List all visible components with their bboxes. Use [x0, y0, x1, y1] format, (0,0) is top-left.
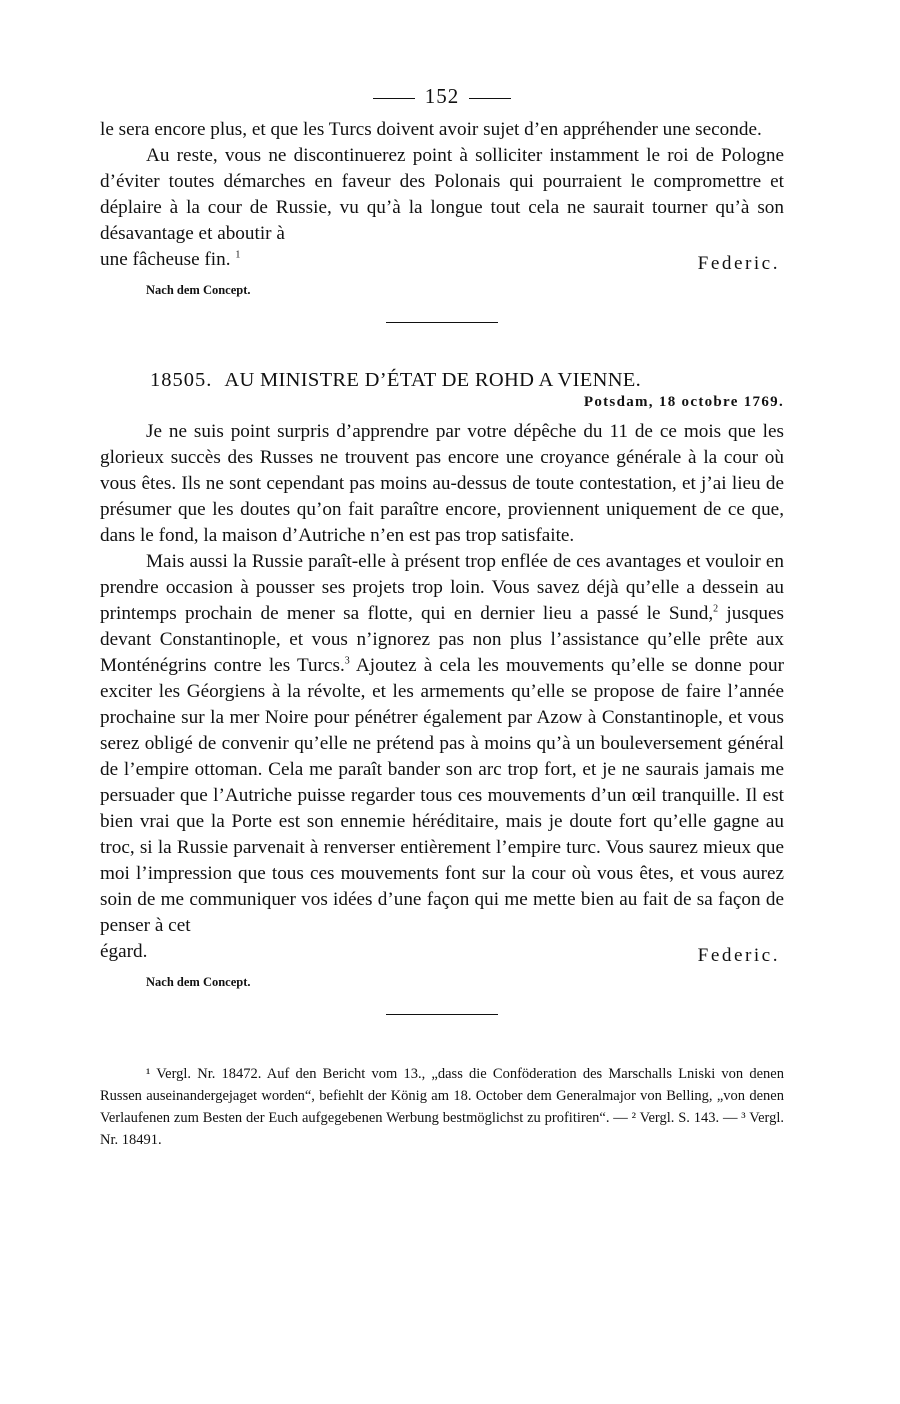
page-number: 152 [424, 84, 460, 108]
footnotes [100, 1063, 784, 1151]
page-number-line [100, 84, 784, 109]
letter-number: 18505. [150, 369, 213, 391]
letter-signature: Federic. [697, 945, 780, 966]
continuation-last-line [100, 247, 240, 273]
footnote-text: ¹ Vergl. Nr. 18472. Auf den Bericht vom 13., „dass die Conföderation des Marschalls Lniski von denen Russen auseinandergejaget worden“, befiehlt der König am 18. October dem Generalmajor von Belling, „von denen Verlaufenen zum Besten der Euch aufgegebenen Werbung bestmöglichst zu profitiren“. — ² Vergl. S. 143. — ³ Vergl. Nr. 18491. [100, 1066, 784, 1148]
footnote-ref-2: 2 [713, 603, 719, 615]
letter-paragraph-2-part-c: Ajoutez à cela les mouvements qu’elle se donne pour exciter les Géorgiens à la révolte, et les armements qu’elle se propose de faire l’année prochaine sur la mer Noire pour pénétrer également par Azow à Constantinople, et vous serez obligé de convenir qu’elle ne prétend pas à moins qu’à un bouleversement général de l’empire ottoman. Cela me paraît bander son arc trop fort, et je ne saurais jamais me persuader que l’Autriche puisse regarder tous ces mouvements d’un œil tranquille. Il est bien vrai que la Porte est son ennemie héréditaire, mais je doute fort qu’elle gagne au troc, si la Russie parvenait à renverser entièrement l’empire turc. Vous saurez mieux que moi l’impression que tous ces mouvements font sur la cour où vous êtes, et vous aurez soin de me communiquer vos idées d’une façon qui me mette bien au fait de sa façon de penser à cet [100, 655, 784, 936]
section-divider [386, 322, 498, 323]
source-note: Nach dem Concept. [146, 283, 251, 297]
signature: Federic. [697, 253, 780, 274]
continuation-paragraph-2: Au reste, vous ne discontinuerez point à solliciter instamment le roi de Pologne d’éviter toutes démarches en faveur des Polonais qui pourraient le compromettre et déplaire à la cour de Russie, vu qu’à la longue tout cela ne saurait tourner qu’à son désavantage et aboutir à [100, 145, 784, 244]
letter-paragraph-2-part-a: Mais aussi la Russie paraît-elle à présent trop enflée de ces avantages et vouloir en prendre occasion à pousser ses projets trop loin. Vous savez déjà qu’elle a dessein au printemps prochain de mener sa flotte, qui en dernier lieu a passé le Sund, [100, 551, 784, 624]
letter-heading [150, 369, 784, 392]
continuation-paragraph-1: le sera encore plus, et que les Turcs doivent avoir sujet d’en appréhender une seconde. [100, 119, 762, 140]
page-number-dash-left [373, 98, 415, 99]
document-page [100, 84, 784, 1151]
continuation-signature-row [100, 247, 784, 281]
place-date: Potsdam, 18 octobre 1769. [583, 394, 784, 410]
letter-paragraph-1: Je ne suis point surpris d’apprendre par votre dépêche du 11 de ce mois que les glorieux succès des Russes ne trouvent pas encore une croyance générale à la cour où vous êtes. Ils ne sont cependant pas moins au-dessus de toute contestation, et j’ai lieu de présumer que les doutes qu’on fait paraître encore, proviennent uniquement de ce que, dans le fond, la maison d’Autriche n’en est pas trop satisfaite. [100, 421, 784, 546]
footnote-ref-3: 3 [344, 655, 350, 667]
letter-source-note: Nach dem Concept. [146, 975, 251, 989]
letter-last-line: égard. [100, 941, 148, 962]
letter-paragraph-2 [100, 549, 784, 939]
letter-title: AU MINISTRE D’ÉTAT DE ROHD A VIENNE. [224, 369, 642, 391]
footnote-divider [386, 1014, 498, 1015]
footnote-ref-1: 1 [235, 249, 241, 261]
letter-signature-row [100, 939, 784, 973]
letter-paragraph-2-part-b: jusques devant Constantinople, et vous n’ignorez pas non plus l’assistance qu’elle prête aux Monténégrins contre les Turcs. [100, 603, 784, 676]
continuation-last-text: une fâcheuse fin. [100, 249, 231, 270]
page-number-dash-right [469, 98, 511, 99]
